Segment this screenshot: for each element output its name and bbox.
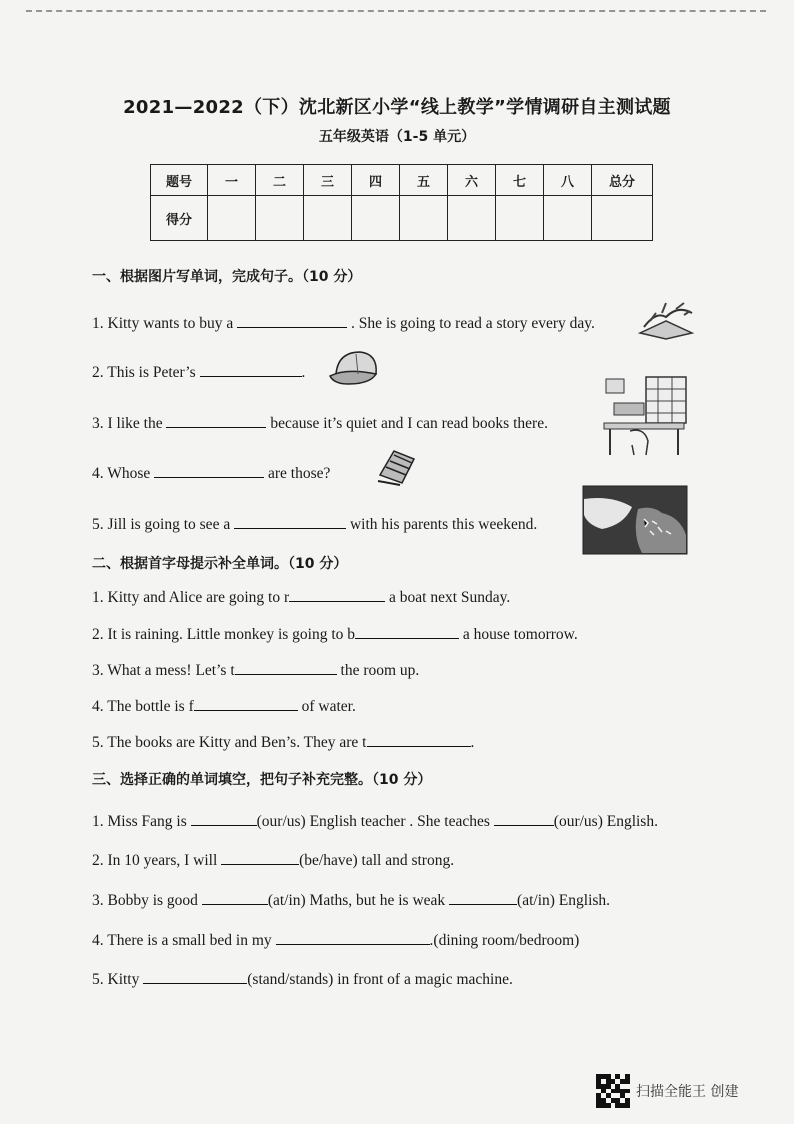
question-text: 4. Whose [92,465,151,482]
question-text: 5. Jill is going to see a [92,516,231,533]
score-header-cell: 总分 [592,165,653,196]
score-header-cell: 五 [400,165,448,196]
answer-blank[interactable] [235,660,337,675]
score-header-cell: 二 [256,165,304,196]
question-text: 3. I like the [92,415,163,432]
answer-blank[interactable] [449,890,517,905]
s1-question-3 [92,413,548,433]
question-text: because it’s quiet and I can read books there. [270,415,548,432]
question-text: 2. This is Peter’s [92,364,196,381]
watermark-text: 扫描全能王 创建 [636,1084,739,1100]
study-room-icon [600,375,690,457]
question-text: a house tomorrow. [462,626,578,643]
s3-question-3 [92,890,610,910]
answer-blank[interactable] [237,313,347,328]
film-scene-icon [582,485,688,555]
answer-blank[interactable] [276,930,430,945]
section-2-heading: 二、根据首字母提示补全单词。（10 分） [92,556,348,572]
score-table-score-row [151,196,653,241]
s2-question-2 [92,624,578,644]
score-row-label: 得分 [151,196,208,241]
answer-blank[interactable] [367,732,471,747]
s1-question-1 [92,313,595,333]
s3-question-4 [92,930,579,950]
question-text: 5. The books are Kitty and Ben’s. They are t [92,734,367,751]
question-text: . [301,364,306,381]
score-cell[interactable] [496,196,544,241]
answer-blank[interactable] [494,811,554,826]
question-text: of water. [301,698,356,715]
scan-top-edge [26,10,766,15]
score-header-cell: 六 [448,165,496,196]
qr-code-icon [596,1074,630,1108]
score-cell[interactable] [304,196,352,241]
score-header-cell: 七 [496,165,544,196]
score-header-cell: 三 [304,165,352,196]
answer-blank[interactable] [200,362,302,377]
s2-question-4 [92,696,356,716]
score-header-cell: 四 [352,165,400,196]
s3-question-1 [92,811,658,831]
score-cell[interactable] [544,196,592,241]
question-text: (at/in) Maths, but he is weak [267,892,450,909]
score-table-header-row [151,165,653,196]
s3-question-2 [92,850,454,870]
score-header-cell: 八 [544,165,592,196]
question-text: 1. Miss Fang is [92,813,191,830]
answer-blank[interactable] [154,463,264,478]
question-text: 3. Bobby is good [92,892,202,909]
score-table [150,164,653,241]
gloves-icon [372,445,420,487]
question-text: the room up. [340,662,420,679]
question-text: 1. Kitty wants to buy a [92,315,234,332]
s2-question-5 [92,732,474,752]
answer-blank[interactable] [289,587,385,602]
answer-blank[interactable] [191,811,257,826]
score-header-cell: 题号 [151,165,208,196]
s1-question-5 [92,514,537,534]
s3-question-5 [92,969,513,989]
question-text: . She is going to read a story every day. [350,315,595,332]
score-cell[interactable] [592,196,653,241]
question-text: (stand/stands) in front of a magic machine. [247,971,513,988]
cap-icon [326,348,382,390]
question-text: 4. There is a small bed in my [92,932,276,949]
answer-blank[interactable] [234,514,346,529]
scanner-watermark [596,1074,738,1108]
question-text: (at/in) English. [517,892,611,909]
question-text: . [470,734,475,751]
s1-question-2 [92,362,305,382]
question-text: 2. In 10 years, I will [92,852,222,869]
question-text: 1. Kitty and Alice are going to r [92,589,290,606]
score-cell[interactable] [256,196,304,241]
page-subtitle: 五年级英语（1-5 单元） [318,129,476,145]
question-text: (our/us) English teacher . She teaches [256,813,494,830]
score-header-cell: 一 [208,165,256,196]
answer-blank[interactable] [194,696,298,711]
answer-blank[interactable] [143,969,247,984]
page-title: 2021—2022（下）沈北新区小学“线上教学”学情调研自主测试题 [123,97,671,118]
section-3-heading: 三、选择正确的单词填空，把句子补充完整。（10 分） [92,772,432,788]
score-cell[interactable] [208,196,256,241]
question-text: 3. What a mess! Let’s t [92,662,235,679]
question-text: (our/us) English. [553,813,658,830]
question-text: 5. Kitty [92,971,144,988]
question-text: are those? [268,465,331,482]
section-1-heading: 一、根据图片写单词，完成句子。（10 分） [92,269,362,285]
answer-blank[interactable] [166,413,266,428]
answer-blank[interactable] [221,850,299,865]
s2-question-1 [92,587,510,607]
question-text: (be/have) tall and strong. [299,852,455,869]
question-text: .(dining room/bedroom) [429,932,580,949]
answer-blank[interactable] [355,624,459,639]
score-cell[interactable] [448,196,496,241]
s1-question-4 [92,463,330,483]
question-text: 4. The bottle is f [92,698,194,715]
question-text: with his parents this weekend. [349,516,538,533]
score-cell[interactable] [400,196,448,241]
answer-blank[interactable] [202,890,268,905]
question-text: a boat next Sunday. [389,589,511,606]
book-icon [636,293,696,343]
question-text: 2. It is raining. Little monkey is going to b [92,626,356,643]
s2-question-3 [92,660,419,680]
score-cell[interactable] [352,196,400,241]
